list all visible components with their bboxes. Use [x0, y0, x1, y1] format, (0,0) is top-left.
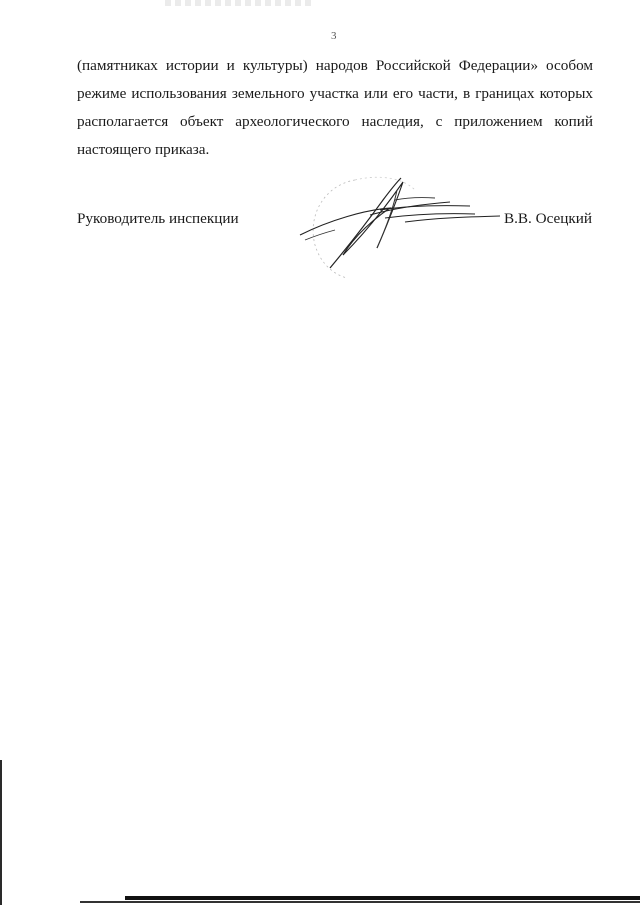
signer-title: Руководитель инспекции: [77, 210, 239, 227]
paragraph-line: располагается объект археологического наследия, с приложением копий: [77, 113, 593, 130]
paragraph-line: (памятниках истории и культуры) народов Российской Федерации» особом: [77, 57, 593, 74]
scan-edge-left: [0, 760, 2, 905]
scan-edge-bottom-thin: [80, 901, 640, 903]
handwritten-signature: [285, 160, 505, 290]
paragraph-line: настоящего приказа.: [77, 141, 210, 158]
paragraph: [77, 52, 593, 164]
page-number: 3: [331, 30, 337, 42]
signer-name: В.В. Осецкий: [504, 210, 593, 227]
scan-artifact: [165, 0, 315, 6]
paragraph-line: режиме использования земельного участка или его части, в границах которых: [77, 85, 593, 102]
scan-edge-bottom: [125, 896, 640, 900]
